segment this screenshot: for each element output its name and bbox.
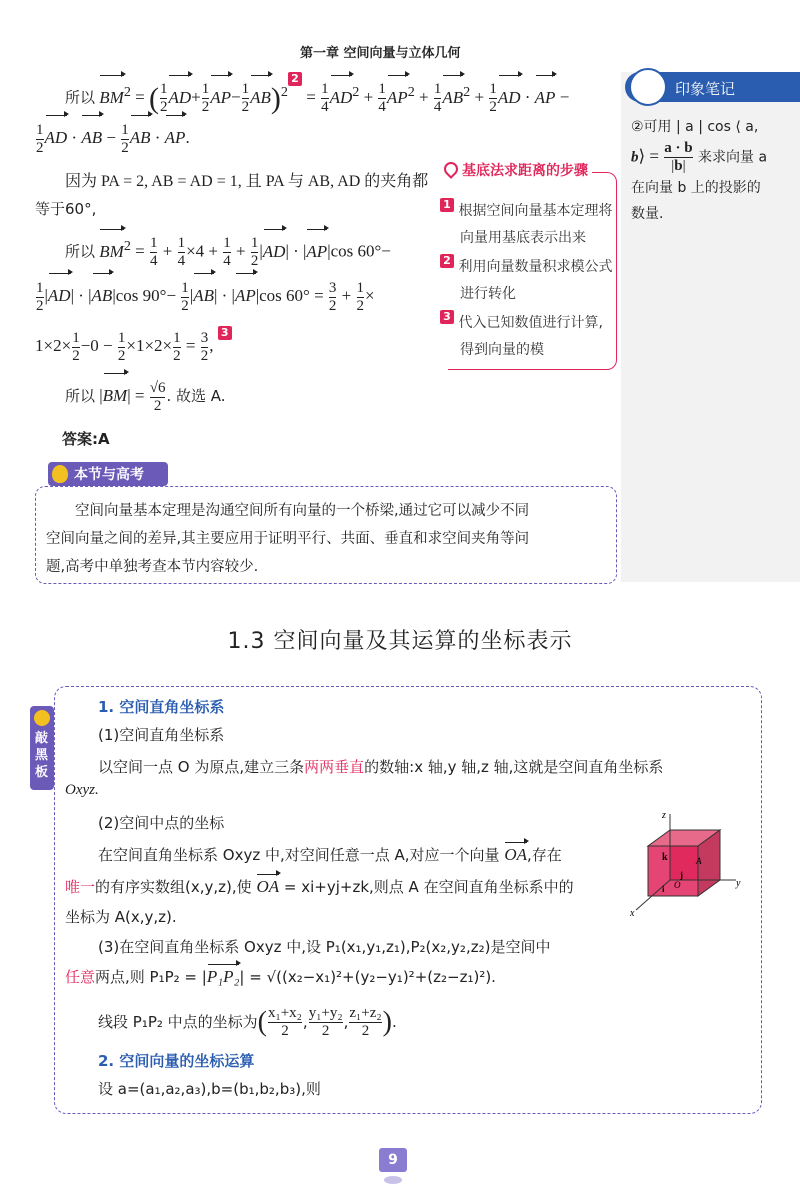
bb-para-4: 线段 P₁P₂ 中点的坐标为( $\frac{\text{x₁+x₂}}{2}$ , $\frac{\text{y₁+y₂}}{2}$ , $\frac{\text{z₁+z₂}}{2}$ ). [98, 1005, 397, 1039]
steps-list [440, 198, 620, 366]
bb-para-3-line2: 任意两点,则 P₁P₂ = |P₁P₂| = √((x₂−x₁)²+(y₂−y₁)²+(z₂−z₁)²). [65, 967, 496, 986]
notes-panel [621, 72, 800, 227]
step-badge-2: 2 [288, 72, 302, 86]
bb-sub-1: (1)空间直角坐标系 [98, 726, 225, 744]
bb-sub-2: (2)空间中点的坐标 [98, 814, 225, 832]
notes-line1: ②可用 | a | cos ⟨ a, [631, 119, 759, 135]
solution-line4: 等于60°, [35, 200, 97, 218]
exam-para-line3: 题,高考中单独考查本节内容较少. [46, 559, 259, 575]
bb-para-3-line1: (3)在空间直角坐标系 Oxyz 中,设 P₁(x₁,y₁,z₁),P₂(x₂,y₂,z₂)是空间中 [98, 938, 551, 956]
bird-icon [384, 1176, 402, 1184]
solution-line7: 1×2× $\frac{1}{2}$ −0 − $\frac{1}{2}$ ×1×2× $\frac{1}{2}$ = $\frac{3}{2}$ , 3 [35, 326, 232, 366]
bb-heading-2: 2. 空间向量的坐标运算 [98, 1052, 255, 1070]
bb-para-5: 设 a=(a₁,a₂,a₃),b=(b₁,b₂,b₃),则 [98, 1080, 321, 1098]
bb-para-2-line3: 坐标为 A(x,y,z). [65, 908, 177, 926]
vector-oa: OA [504, 845, 527, 864]
blackboard-tag: 敲黑板 [30, 706, 54, 790]
bb-para-1: 以空间一点 O 为原点,建立三条两两垂直的数轴:x 轴,y 轴,z 轴,这就是空间直角坐标系 [98, 758, 664, 776]
exam-box [35, 486, 617, 584]
bb-para-2-line1: 在空间直角坐标系 Oxyz 中,对空间任意一点 A,对应一个向量 OA,存在 [98, 845, 562, 864]
steps-title: 基底法求距离的步骤 [440, 160, 592, 180]
notes-line4: 数量. [631, 206, 664, 222]
bb-heading-1: 1. 空间直角坐标系 [98, 698, 225, 716]
section-title: 1.3 空间向量及其运算的坐标表示 [227, 629, 573, 654]
notes-line3: 在向量 b 上的投影的 [631, 180, 761, 196]
exam-para-line2: 空间向量之间的差异,其主要应用于证明平行、共面、垂直和求空间夹角等问 [46, 531, 530, 547]
solution-line6: $\frac{1}{2}$ |AD| · |AB|cos 90°− $\frac{1}{2}$ |AB| · |AP|cos 60° = $\frac{3}{2}$ + $\frac{1}{2}$ × [35, 276, 375, 316]
solution-line8: 所以 |BM| = $\frac{√6}{2}$ . 故选 A. [65, 376, 226, 416]
bb-para-1-c: Oxyz. [65, 782, 99, 798]
bb-para-2-line2: 唯一的有序实数组(x,y,z),使 OA = xi+yj+zk,则点 A 在空间直角坐标系中的 [65, 877, 574, 896]
step-item-1: 1 根据空间向量基本定理将 向量用基底表示出来 [440, 198, 620, 254]
answer-line: 答案:A [62, 430, 110, 448]
origin-label: O [674, 880, 681, 890]
notes-title: 印象笔记 [675, 80, 736, 98]
step-item-3: 3 代入已知数值进行计算, 得到向量的模 [440, 310, 620, 366]
unit-label-k: k [662, 852, 668, 863]
step-badge-3: 3 [218, 326, 232, 340]
notes-title-bar [625, 72, 800, 102]
page-number-badge: 9 [379, 1148, 407, 1172]
solution-line2: $\frac{1}{2}$ AD · AB − $\frac{1}{2}$ AB · AP. [35, 118, 190, 158]
unit-label-j: j [680, 870, 683, 880]
axis-label-x: x [630, 908, 635, 919]
chapter-header: 第一章 空间向量与立体几何 [300, 46, 461, 61]
exam-para-line1: 空间向量基本定理是沟通空间所有向量的一个桥梁,通过它可以减少不同 [75, 503, 530, 519]
unit-label-i: i [662, 884, 665, 894]
solution-line1: 所以 $BM^2$ = ( $\frac{1}{2}$ AD+ $\frac{1}{2}$ AP− $\frac{1}{2}$ AB)$^2$2 = $\frac{1}{4}$ $AD^2$ + $\frac{1}{4}$ $AP^2$ + $\frac{1}{4}$ $AB^2$ + $\frac{1}{2}$ AD · AP − [65, 72, 569, 112]
acorn-icon [52, 465, 68, 483]
step-item-2: 2 利用向量数量积求模公式 进行转化 [440, 254, 620, 310]
cube-front-face [648, 846, 698, 896]
axis-label-y: y [736, 878, 741, 889]
coordinate-cube-figure [618, 808, 756, 920]
notes-mascot-icon [629, 68, 667, 106]
map-pin-icon [441, 159, 461, 179]
notes-line2: b⟩ = $\frac{a \cdot b}{|b|}$ 来求向量 a [631, 140, 768, 174]
point-label-a: A [696, 856, 702, 866]
axis-label-z: z [662, 810, 666, 821]
solution-line5: 所以 $BM^2$ = $\frac{1}{4}$ + $\frac{1}{4}$ ×4 + $\frac{1}{4}$ + $\frac{1}{2}$ |AD| · |AP|cos 60°− [65, 226, 391, 266]
notes-fraction: $\frac{a \cdot b}{|b|}$ [664, 140, 693, 174]
acorn-icon [34, 710, 50, 726]
solution-line3: 因为 PA = 2, AB = AD = 1, 且 PA 与 AB, AD 的夹角都 [65, 173, 429, 190]
exam-tag: 本节与高考 [48, 462, 168, 486]
